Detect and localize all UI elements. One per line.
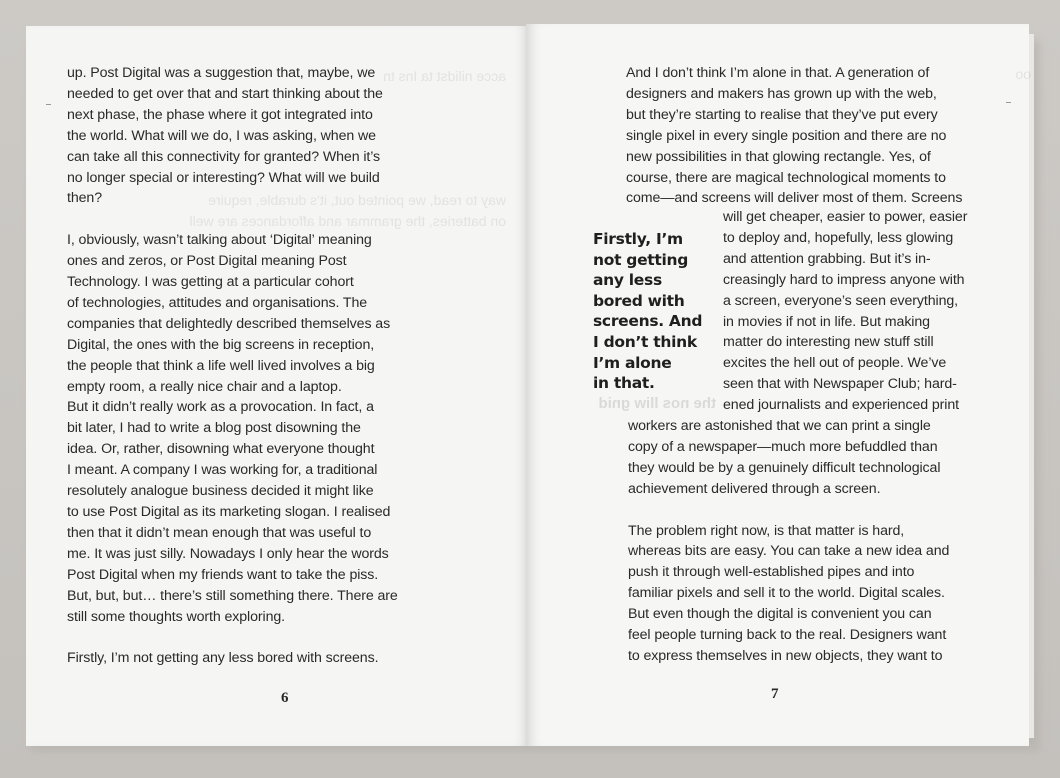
text-line: And I don’t think I’m alone in that. A generation of <box>626 65 930 81</box>
text-line: Firstly, I’m not getting any less bored with screens. <box>67 650 379 667</box>
left-paragraph-3 <box>67 648 507 669</box>
text-line: I, obviously, wasn’t talking about ‘Digital’ meaning <box>67 232 372 249</box>
text-line: to express themselves in new objects, they want to <box>628 647 943 664</box>
pull-quote-line: bored with <box>593 291 685 310</box>
text-line: empty room, a really nice chair and a laptop. <box>67 378 342 395</box>
text-line: excites the hell out of people. We’ve <box>723 355 947 372</box>
show-through-text: acce nilidst ta Ins tn <box>383 68 506 84</box>
text-line: ones and zeros, or Post Digital meaning Post <box>67 253 347 270</box>
text-line: But, but, but… there’s still something there. There are <box>67 587 398 604</box>
pull-quote-line: screens. And <box>593 312 703 331</box>
right-body-top <box>626 63 1026 209</box>
text-line: designers and makers has grown up with the web, <box>626 85 937 102</box>
text-line: I meant. A company I was working for, a traditional <box>67 462 378 479</box>
text-line: no longer special or interesting? What will we build <box>67 169 380 186</box>
text-line: But it didn’t really work as a provocation. In fact, a <box>67 399 374 416</box>
pull-quote-line: I don’t think <box>593 332 697 351</box>
text-line: whereas bits are easy. You can take a new idea and <box>628 543 950 560</box>
text-line: The problem right now, is that matter is hard, <box>628 522 905 539</box>
pull-quote-line: not getting <box>593 250 689 269</box>
right-body-bottom <box>628 416 1028 667</box>
right-body-wrapped <box>723 207 993 416</box>
left-paragraph-2 <box>67 230 507 627</box>
show-through-text: on batteries, the grammar and affordances are well <box>189 213 506 229</box>
right-paragraph-2 <box>628 521 1028 667</box>
text-line: push it through well-established pipes and into <box>628 564 915 581</box>
pull-quote <box>593 229 723 394</box>
pull-quote-line: Firstly, I’m <box>593 230 683 248</box>
text-line: to deploy and, hopefully, less glowing <box>723 229 954 246</box>
text-line: creasingly hard to impress anyone with <box>723 271 965 288</box>
text-line: the world. What will we do, I was asking, when we <box>67 127 376 144</box>
text-line: matter do interesting new stuff still <box>723 334 934 351</box>
text-line: to use Post Digital as its marketing slogan. I realised <box>67 504 391 521</box>
right-paragraph-1-wrapped <box>723 207 993 416</box>
text-line: can take all this connectivity for granted? When it’s <box>67 148 381 165</box>
text-line: Digital, the ones with the big screens in reception, <box>67 336 375 353</box>
show-through-text: oo <box>1015 66 1031 82</box>
text-line: copy of a newspaper—much more befuddled than <box>628 438 938 455</box>
text-line: seen that with Newspaper Club; hard- <box>723 376 957 393</box>
text-line: up. Post Digital was a suggestion that, maybe, we <box>67 65 376 81</box>
text-line: But even though the digital is convenient you can <box>628 606 932 623</box>
text-line: then? <box>67 190 103 207</box>
text-line: still some thoughts worth exploring. <box>67 608 285 625</box>
text-line: but they’re starting to realise that they’ve put every <box>626 106 938 123</box>
pull-quote-line: in that. <box>593 374 655 393</box>
text-line: and attention grabbing. But it’s in- <box>723 250 931 267</box>
text-line: in movies if not in life. But making <box>723 313 930 330</box>
text-line: needed to get over that and start thinking about the <box>67 85 383 102</box>
crop-mark <box>46 104 51 105</box>
text-line: workers are astonished that we can print a single <box>628 418 931 434</box>
text-line: new possibilities in that glowing rectangle. Yes, of <box>626 148 931 165</box>
show-through-text: the nos lliw gnid <box>598 395 716 412</box>
right-paragraph-1-top <box>626 63 1026 209</box>
left-page <box>26 26 528 746</box>
text-line: feel people turning back to the real. Designers want <box>628 627 947 644</box>
text-line: resolutely analogue business decided it might like <box>67 483 374 500</box>
pull-quote-line: any less <box>593 271 662 290</box>
text-line: ened journalists and experienced print <box>723 397 959 414</box>
page-number-left: 6 <box>281 690 289 706</box>
text-line: Technology. I was getting at a particular cohort <box>67 274 354 291</box>
text-line: next phase, the phase where it got integrated into <box>67 106 373 123</box>
text-line: come—and screens will deliver most of them. Screens <box>626 190 963 207</box>
text-line: me. It was just silly. Nowadays I only hear the words <box>67 545 389 562</box>
left-paragraph-1 <box>67 63 507 209</box>
page-number-right: 7 <box>771 686 779 702</box>
text-line: idea. Or, rather, disowning what everyone thought <box>67 441 375 458</box>
show-through-text: way to read, we pointed out, it’s durable, require <box>208 192 506 208</box>
text-line: companies that delightedly described themselves as <box>67 315 391 332</box>
pull-quote-line: I’m alone <box>593 353 672 372</box>
text-line: Post Digital when my friends want to take the piss. <box>67 566 379 583</box>
text-line: single pixel in every single position and there are no <box>626 127 947 144</box>
right-paragraph-1-end <box>628 416 1028 500</box>
text-line: achievement delivered through a screen. <box>628 480 881 497</box>
text-line: will get cheaper, easier to power, easier <box>723 209 968 225</box>
text-line: of technologies, attitudes and organisations. The <box>67 294 368 311</box>
text-line: the people that think a life well lived involves a big <box>67 357 375 374</box>
left-body-text <box>67 63 507 669</box>
text-line: a screen, everyone’s seen everything, <box>723 292 959 309</box>
text-line: they would be by a genuinely difficult technological <box>628 459 941 476</box>
text-line: familiar pixels and sell it to the world. Digital scales. <box>628 585 945 602</box>
text-line: course, there are magical technological moments to <box>626 169 946 186</box>
text-line: bit later, I had to write a blog post disowning the <box>67 420 361 437</box>
text-line: then that it didn’t mean enough that was useful to <box>67 524 372 541</box>
